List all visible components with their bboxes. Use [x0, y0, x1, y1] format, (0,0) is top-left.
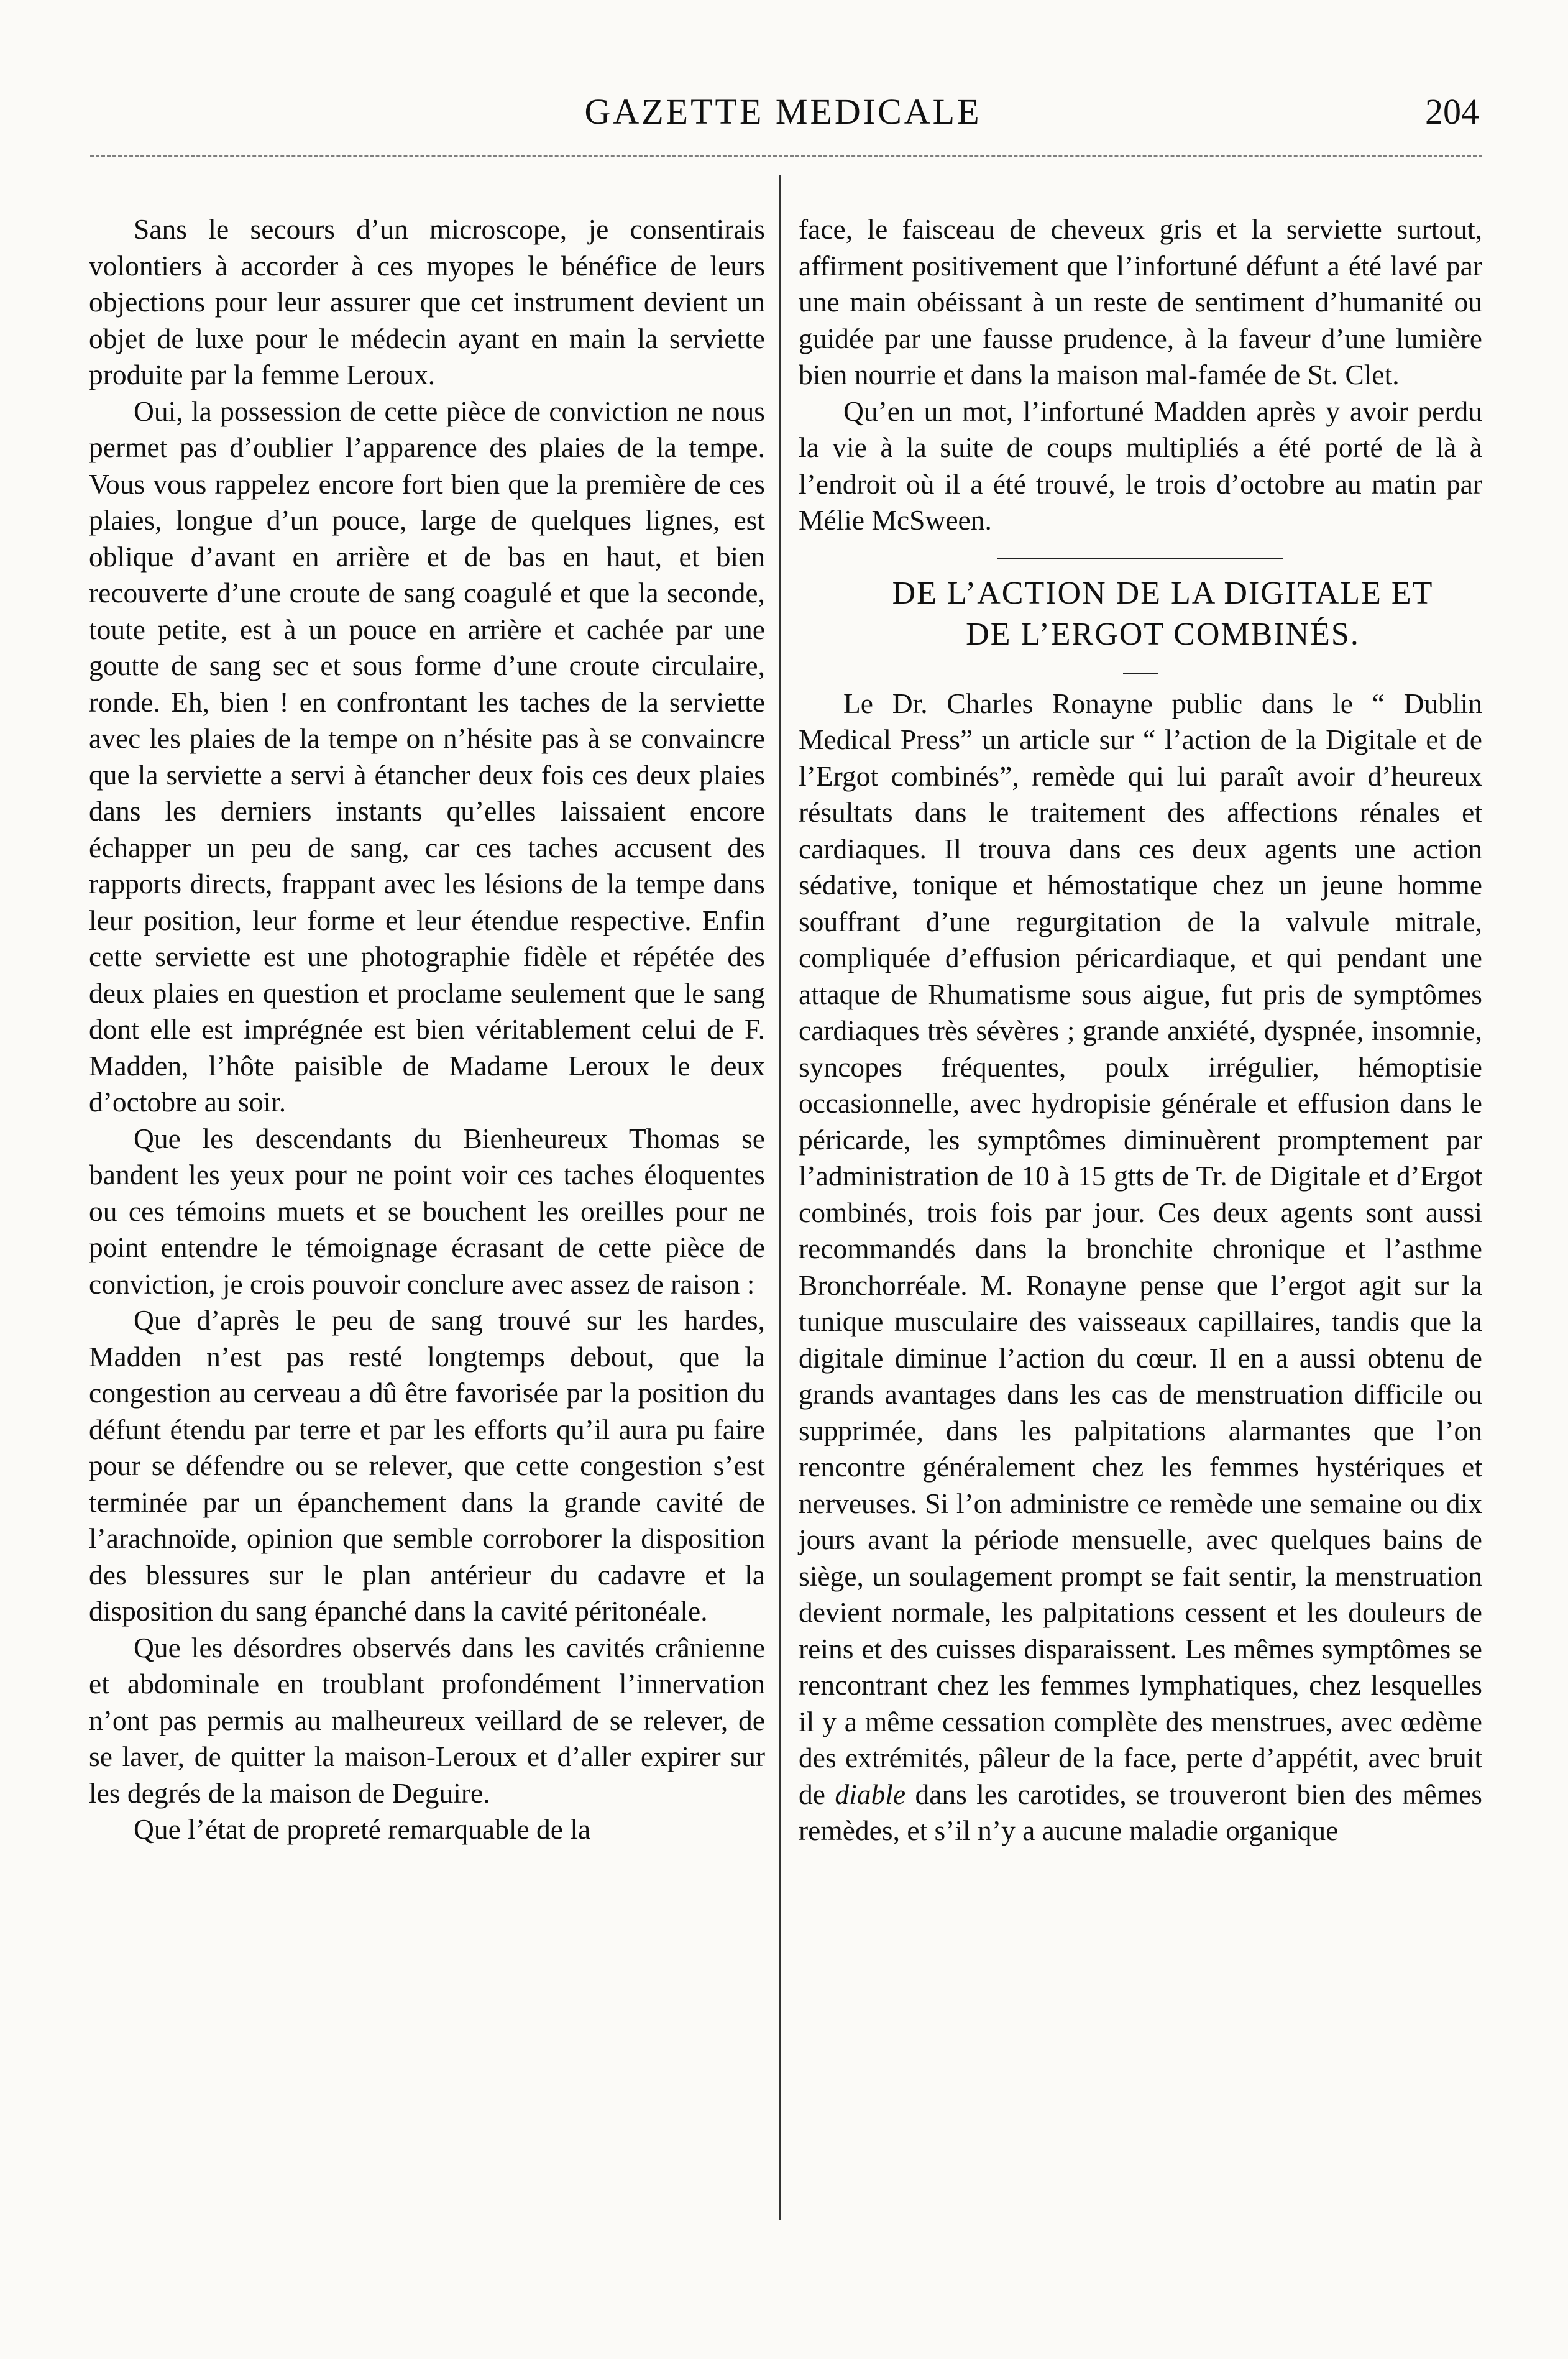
article-title-line-2: DE L’ERGOT COMBINÉS. [966, 616, 1360, 652]
column-divider [779, 175, 781, 2220]
right-column [799, 211, 1482, 1849]
section-separator [997, 558, 1283, 559]
running-title: GAZETTE MEDICALE [584, 91, 982, 132]
italic-word: diable [835, 1778, 906, 1810]
paragraph-continuation: face, le faisceau de cheveux gris et la serviette surtout, affirment positivement que l’infortuné défunt a été lavé par une main obéissant à un reste de sentiment d’humanité ou guidée par une fausse prudence, à la faveur d’une lumière bien nourrie et dans la maison mal-famée de St. Clet. [799, 213, 1482, 390]
article-title-line-1: DE L’ACTION DE LA DIGITALE ET [892, 575, 1434, 611]
title-dash [1123, 673, 1158, 674]
paragraph: Que l’état de propreté remarquable de la [134, 1813, 591, 1845]
paragraph: Sans le secours d’un microscope, je consentirais volontiers à accorder à ces myopes le bénéfice de leurs objections pour leur assurer que cet instrument devient un objet de luxe pour le médecin ayant en main la serviette produite par la femme Leroux. [89, 213, 765, 390]
article-body [799, 686, 1482, 1849]
article-text: Le Dr. Charles Ronayne public dans le “ Dublin Medical Press” un article sur “ l’action de la Digitale et de l’Ergot combinés”, remède qui lui paraît avoir d’heureux résultats dans le traitement des affections rénales et cardiaques. Il trouva dans ces deux agents une action sédative, tonique et hémostatique chez un jeune homme souffrant d’une regurgitation de la valvule mitrale, compliquée d’effusion péricardiaque, et qui pendant une attaque de Rhumatisme sous aigue, fut pris de symptômes cardiaques très sévères ; grande anxiété, dyspnée, insomnie, syncopes fréquentes, poulx irrégulier, hémoptisie occasionnelle, avec hydropisie générale et effusion dans le péricarde, les symptômes diminuèrent promptement par l’administration de 10 à 15 gtts de Tr. de Digitale et d’Ergot combinés, trois fois par jour. Ces deux agents sont aussi recommandés dans la bronchite chronique et l’asthme Bronchorréale. M. Ronayne pense que l’ergot agit sur la tunique musculaire des vaisseaux capillaires, tandis que la digitale diminue l’action du cœur. Il en a aussi obtenu de grands avantages dans les cas de menstruation difficile ou supprimée, dans les palpitations alarmantes que l’on rencontre généralement chez les femmes hystériques et nerveuses. Si l’on administre ce remède une semaine ou dix jours avant la période mensuelle, avec quelques bains de siège, un soulagement prompt se fait sentir, la menstruation devient normale, les palpitations cessent et les douleurs de reins et des cuisses disparaissent. Les mêmes symptômes se rencontrant chez les femmes lymphatiques, chez lesquelles il y a même cessation complète des menstrues, avec œdème des extrémités, pâleur de la face, perte d’appétit, avec bruit de [799, 687, 1482, 1810]
paragraph: Que les descendants du Bienheureux Thomas se bandent les yeux pour ne point voir ces taches éloquentes ou ces témoins muets et se bouchent les oreilles pour ne point entendre le témoignage écrasant de cette pièce de conviction, je crois pouvoir conclure avec assez de raison : [89, 1122, 765, 1300]
paragraph: Qu’en un mot, l’infortuné Madden après y avoir perdu la vie à la suite de coups multipliés a été porté de là à l’endroit où il a été trouvé, le trois d’octobre au matin par Mélie McSween. [799, 395, 1482, 536]
paragraph: Que les désordres observés dans les cavités crânienne et abdominale en troublant profondément l’innervation n’ont pas permis au malheureux veillard de se relever, de se laver, de quitter la maison-Leroux et d’aller expirer sur les degrés de la maison de Deguire. [89, 1631, 765, 1809]
left-column [89, 211, 765, 1848]
article-heading [799, 573, 1482, 655]
page-number: 204 [1425, 91, 1479, 132]
paragraph: Oui, la possession de cette pièce de conviction ne nous permet pas d’oublier l’apparence des plaies de la tempe. Vous vous rappelez encore fort bien que la première de ces plaies, longue d’un pouce, large de quelques lignes, est oblique d’avant en arrière et de bas en haut, et bien recouverte d’une croute de sang coagulé et que la seconde, toute petite, est à un pouce en arrière et cachée par une goutte de sang sec et sous forme d’une croute circulaire, ronde. Eh, bien ! en confrontant les taches de la serviette avec les plaies de la tempe on n’hésite pas à se convaincre que la serviette a servi à étancher deux fois ces deux plaies dans les derniers instants qu’elles laissaient encore échapper un peu de sang, car ces taches accusent des rapports directs, frappant avec les lésions de la tempe dans leur position, leur forme et leur étendue respective. Enfin cette serviette est une photographie fidèle et répétée des deux plaies en question et proclame seulement que le sang dont elle est imprégnée est bien véritablement celui de F. Madden, l’hôte paisible de Madame Leroux le deux d’octobre au soir. [89, 395, 765, 1118]
page-header [87, 91, 1479, 140]
article-text: dans les carotides, se trouveront bien des mêmes remèdes, et s’il n’y a aucune maladie organique [799, 1778, 1482, 1846]
paragraph: Que d’après le peu de sang trouvé sur les hardes, Madden n’est pas resté longtemps debout, que la congestion au cerveau a dû être favorisée par la position du défunt étendu par terre et par les efforts qu’il aura pu faire pour se défendre ou se relever, que cette congestion s’est terminée par un épanchement dans la grande cavité de l’arachnoïde, opinion que semble corroborer la disposition des blessures sur le plan antérieur du cadavre et la disposition du sang épanché dans la cavité péritonéale. [89, 1304, 765, 1627]
header-rule [90, 155, 1482, 157]
